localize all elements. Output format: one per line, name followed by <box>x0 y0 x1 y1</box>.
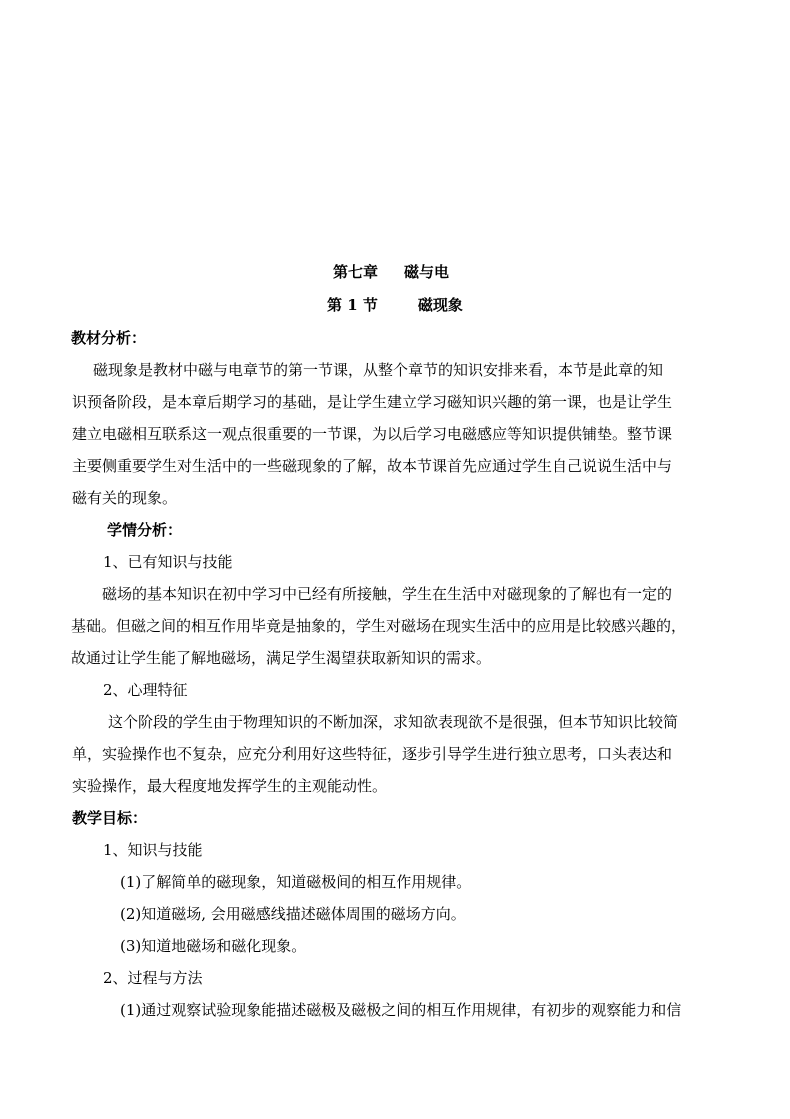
paragraph-line: 故通过让学生能了解地磁场，满足学生渴望获取新知识的需求。 <box>71 649 492 667</box>
textbook-analysis-heading: 教材分析： <box>71 329 147 347</box>
subsection-title: 1、已有知识与技能 <box>103 553 233 571</box>
paragraph-line: 实验操作，最大程度地发挥学生的主观能动性。 <box>72 777 388 795</box>
paragraph-line: 单，实验操作也不复杂，应充分利用好这些特征，逐步引导学生进行独立思考，口头表达和 <box>72 745 673 763</box>
chapter-number: 第七章 <box>333 263 379 281</box>
paragraph-line: 这个阶段的学生由于物理知识的不断加深，求知欲表现欲不是很强，但本节知识比较简 <box>108 713 679 731</box>
paragraph-line: 主要侧重要学生对生活中的一些磁现象的了解，故本节课首先应通过学生自己说说生活中与 <box>72 457 673 475</box>
paragraph-line: 识预备阶段，是本章后期学习的基础，是让学生建立学习磁知识兴趣的第一课，也是让学生 <box>72 393 673 411</box>
paragraph-line: 基础。但磁之间的相互作用毕竟是抽象的，学生对磁场在现实生活中的应用是比较感兴趣的， <box>71 617 687 635</box>
subsection-title: 2、心理特征 <box>103 681 188 699</box>
teaching-goals-heading: 教学目标： <box>72 809 148 827</box>
section-title <box>327 295 463 315</box>
section-name: 磁现象 <box>417 296 463 314</box>
goal-point: (2)知道磁场, 会用磁感线描述磁体周围的磁场方向。 <box>120 905 466 923</box>
goal-point: (3)知道地磁场和磁化现象。 <box>120 937 307 955</box>
chapter-title <box>333 262 449 282</box>
paragraph-line: 磁现象是教材中磁与电章节的第一节课，从整个章节的知识安排来看，本节是此章的知 <box>93 361 664 379</box>
paragraph-line: 磁有关的现象。 <box>72 489 178 507</box>
chapter-name: 磁与电 <box>404 263 450 281</box>
subsection-title: 1、知识与技能 <box>103 841 203 859</box>
paragraph-line: 建立电磁相互联系这一观点很重要的一节课，为以后学习电磁感应等知识提供铺垫。整节课 <box>72 425 673 443</box>
goal-point: (1)通过观察试验现象能描述磁极及磁极之间的相互作用规律，有初步的观察能力和信 <box>120 1001 682 1019</box>
goal-point: (1)了解简单的磁现象，知道磁极间的相互作用规律。 <box>120 873 472 891</box>
paragraph-line: 磁场的基本知识在初中学习中已经有所接触，学生在生活中对磁现象的了解也有一定的 <box>102 585 673 603</box>
learner-analysis-heading: 学情分析： <box>107 521 183 539</box>
subsection-title: 2、过程与方法 <box>103 969 203 987</box>
section-number: 第 1 节 <box>327 296 378 314</box>
